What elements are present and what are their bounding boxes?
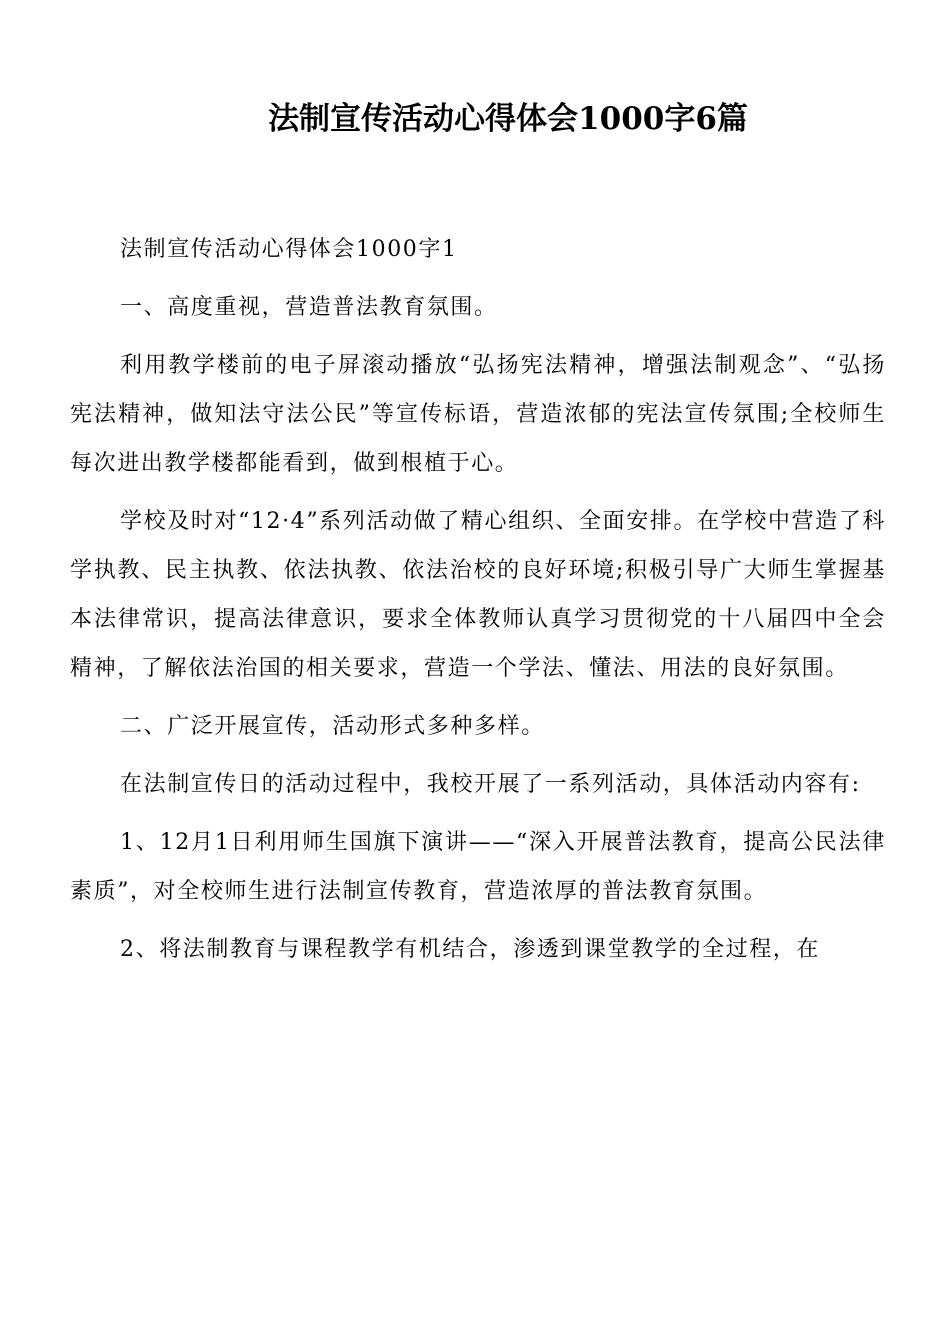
subheading: 一、高度重视，营造普法教育氛围。 <box>120 295 498 320</box>
paragraph: 在法制宣传日的活动过程中，我校开展了一系列活动，具体活动内容有: <box>120 772 861 797</box>
document-body <box>70 225 886 983</box>
document-title: 法制宣传活动心得体会1000字6篇 <box>268 101 748 137</box>
list-item: 2、将法制教育与课程教学有机结合，渗透到课堂教学的全过程，在 <box>120 937 820 962</box>
list-item: 1、12月1日利用师生国旗下演讲——“深入开展普法教育，提高公民法律素质”，对全校师生进行法制宣传教育，营造浓厚的普法教育氛围。 <box>70 830 886 904</box>
section-heading: 法制宣传活动心得体会1000字1 <box>120 237 458 262</box>
paragraph: 利用教学楼前的电子屏滚动播放“弘扬宪法精神，增强法制观念”、“弘扬宪法精神，做知法守法公民”等宣传标语，营造浓郁的宪法宣传氛围;全校师生每次进出教学楼都能看到，做到根植于心。 <box>70 353 886 476</box>
subheading: 二、广泛开展宣传，活动形式多种多样。 <box>120 714 545 739</box>
paragraph: 学校及时对“12·4”系列活动做了精心组织、全面安排。在学校中营造了科学执教、民主执教、依法执教、依法治校的良好环境;积极引导广大师生掌握基本法律常识，提高法律意识，要求全体教师认真学习贯彻党的十八届四中全会精神，了解依法治国的相关要求，营造一个学法、懂法、用法的良好氛围。 <box>70 509 886 681</box>
